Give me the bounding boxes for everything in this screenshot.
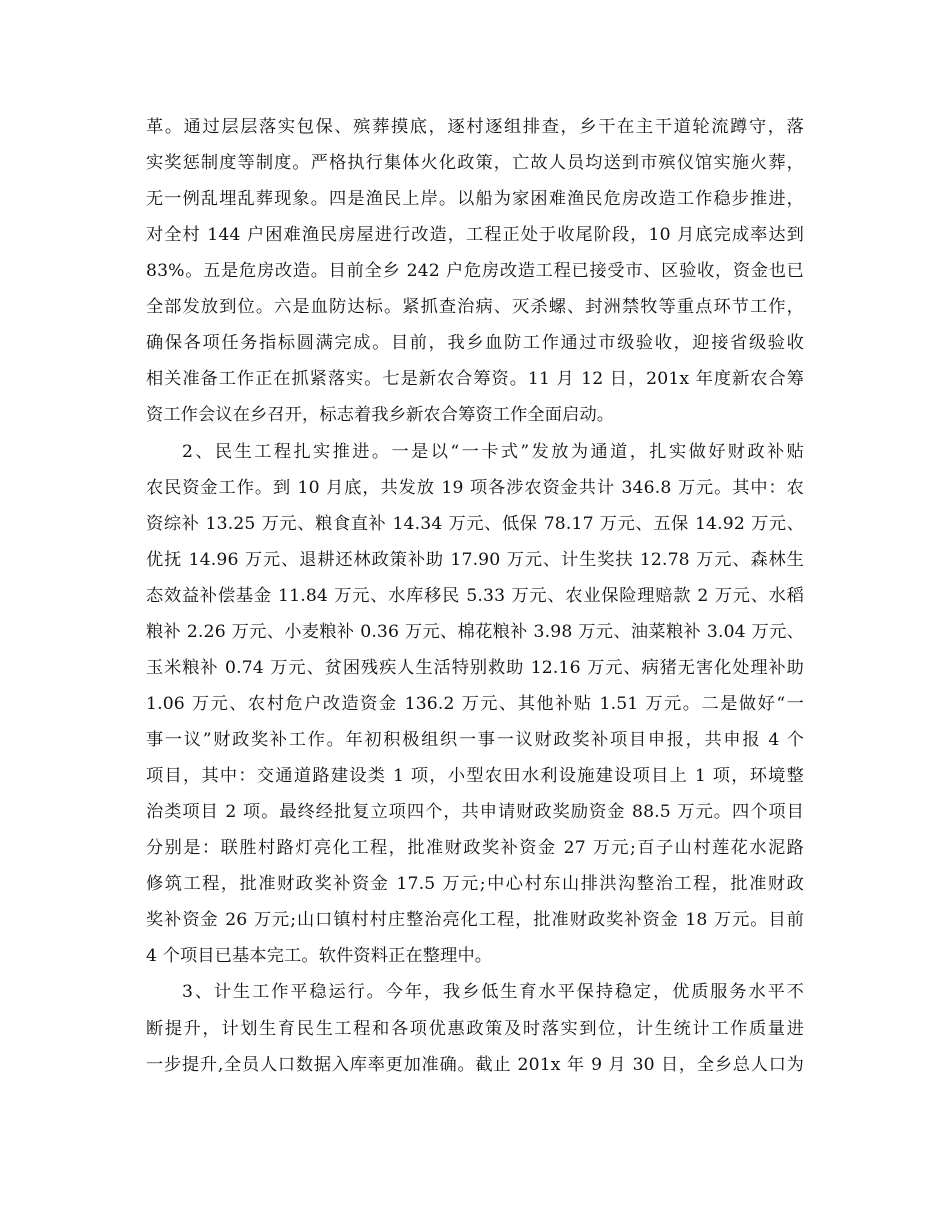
text-line: 事一议”财政奖补工作。年初积极组织一事一议财政奖补项目申报，共申报 4 个: [146, 730, 804, 750]
paragraph-3-first-line: 3、计生工作平稳运行。今年，我乡低生育水平保持稳定，优质服务水平不: [182, 982, 804, 1002]
text-line: 革。通过层层落实包保、殡葬摸底，逐村逐组排查，乡干在主干道轮流蹲守，落: [146, 117, 804, 137]
text-line: 对全村 144 户困难渔民房屋进行改造，工程正处于收尾阶段，10 月底完成率达到: [146, 225, 804, 245]
text-line: 修筑工程，批准财政奖补资金 17.5 万元;中心村东山排洪沟整治工程，批准财政: [146, 874, 804, 894]
text-line: 项目，其中：交通道路建设类 1 项，小型农田水利设施建设项目上 1 项，环境整: [146, 766, 804, 786]
text-line: 全部发放到位。六是血防达标。紧抓查治病、灭杀螺、封洲禁牧等重点环节工作，: [146, 297, 804, 317]
text-line: 优抚 14.96 万元、退耕还林政策补助 17.90 万元、计生奖扶 12.78 万元、森林生: [146, 550, 804, 570]
text-line-paragraph-end: 资工作会议在乡召开，标志着我乡新农合筹资工作全面启动。: [146, 405, 615, 425]
text-line: 1.06 万元、农村危户改造资金 136.2 万元、其他补贴 1.51 万元。二是做好“一: [146, 694, 804, 714]
text-line: 分别是：联胜村路灯亮化工程，批准财政奖补资金 27 万元;百子山村莲花水泥路: [146, 838, 804, 858]
text-line: 态效益补偿基金 11.84 万元、水库移民 5.33 万元、农业保险理赔款 2 万元、水稻: [146, 586, 804, 606]
text-line: 确保各项任务指标圆满完成。目前，我乡血防工作通过市级验收，迎接省级验收: [146, 333, 804, 353]
text-line: 无一例乱埋乱葬现象。四是渔民上岸。以船为家困难渔民危房改造工作稳步推进，: [146, 189, 804, 209]
text-line: 相关准备工作正在抓紧落实。七是新农合筹资。11 月 12 日，201x 年度新农合筹: [146, 369, 804, 389]
text-line: 农民资金工作。到 10 月底，共发放 19 项各涉农资金共计 346.8 万元。其中：农: [146, 478, 804, 498]
text-line: 玉米粮补 0.74 万元、贫困残疾人生活特别救助 12.16 万元、病猪无害化处理补助: [146, 658, 804, 678]
text-line: 实奖惩制度等制度。严格执行集体火化政策，亡故人员均送到市殡仪馆实施火葬，: [146, 153, 804, 173]
text-line-paragraph-end: 4 个项目已基本完工。软件资料正在整理中。: [146, 946, 493, 966]
text-line: 粮补 2.26 万元、小麦粮补 0.36 万元、棉花粮补 3.98 万元、油菜粮补 3.04 万元、: [146, 622, 804, 642]
text-line: 治类项目 2 项。最终经批复立项四个，共申请财政奖励资金 88.5 万元。四个项目: [146, 802, 804, 822]
text-line: 资综补 13.25 万元、粮食直补 14.34 万元、低保 78.17 万元、五保 14.92 万元、: [146, 514, 804, 534]
text-line: 奖补资金 26 万元;山口镇村村庄整治亮化工程，批准财政奖补资金 18 万元。目前: [146, 910, 804, 930]
text-line: 一步提升,全员人口数据入库率更加准确。截止 201x 年 9 月 30 日，全乡总人口为: [146, 1055, 804, 1075]
text-line: 83%。五是危房改造。目前全乡 242 户危房改造工程已接受市、区验收，资金也已: [146, 261, 804, 281]
text-line: 断提升，计划生育民生工程和各项优惠政策及时落实到位，计生统计工作质量进: [146, 1019, 804, 1039]
paragraph-2-first-line: 2、民生工程扎实推进。一是以“一卡式”发放为通道，扎实做好财政补贴: [182, 442, 804, 462]
